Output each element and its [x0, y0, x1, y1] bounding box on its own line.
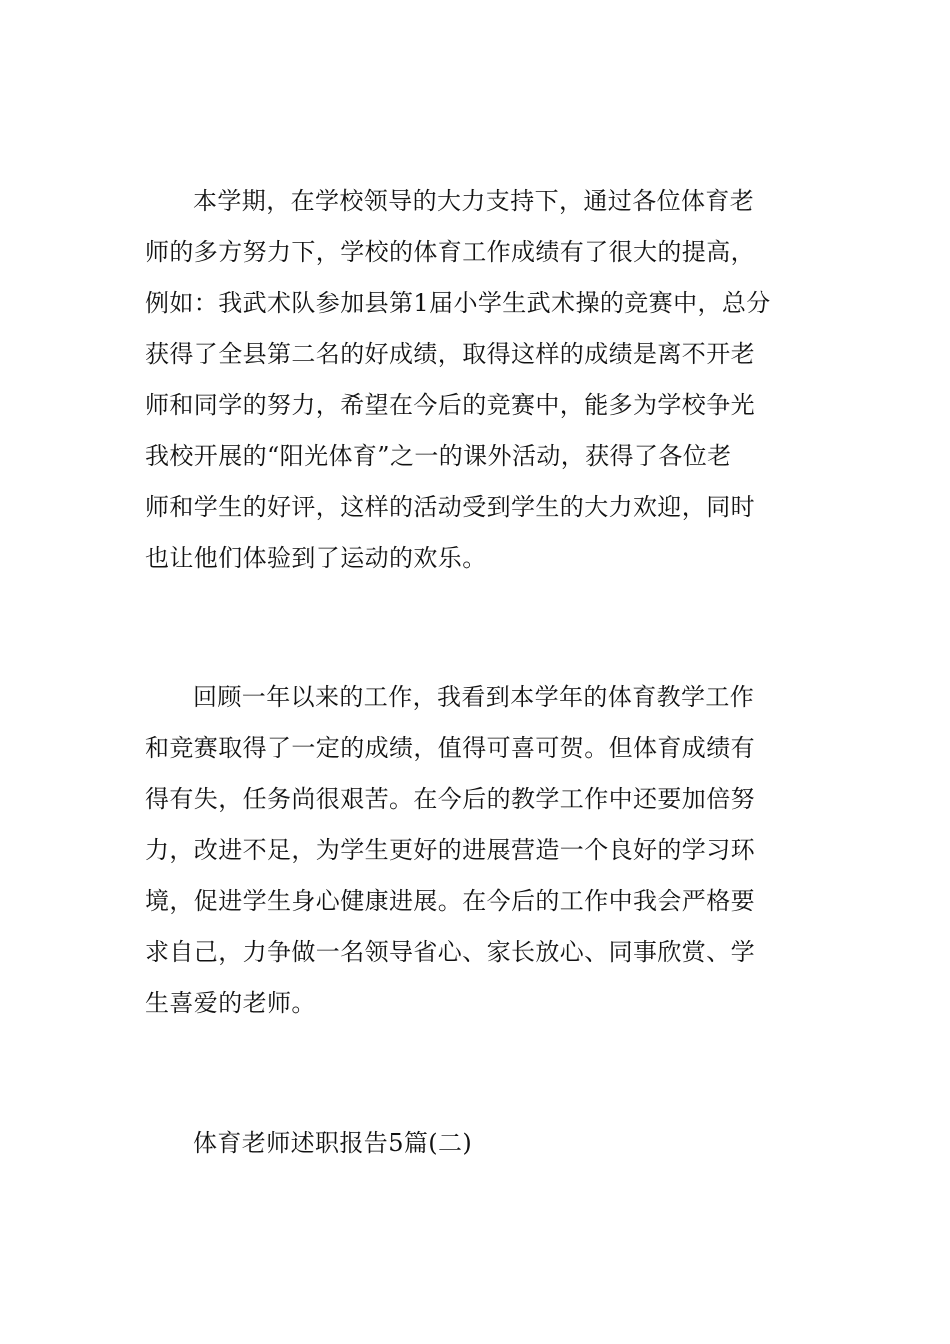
paragraph-line: 师和同学的努力，希望在今后的竞赛中，能多为学校争光	[145, 391, 755, 419]
paragraph-line: 师的多方努力下，学校的体育工作成绩有了很大的提高，	[145, 238, 755, 266]
paragraph-line: 我校开展的“阳光体育”之一的课外活动，获得了各位老	[145, 442, 732, 470]
paragraph-1	[145, 176, 810, 584]
paragraph-2	[145, 672, 810, 1029]
paragraph-line: 生喜爱的老师。	[145, 989, 316, 1017]
paragraph-line: 和竞赛取得了一定的成绩，值得可喜可贺。但体育成绩有	[145, 734, 755, 762]
paragraph-line: 得有失，任务尚很艰苦。在今后的教学工作中还要加倍努	[145, 785, 755, 813]
paragraph-line: 回顾一年以来的工作，我看到本学年的体育教学工作	[193, 683, 755, 711]
paragraph-line: 力，改进不足，为学生更好的进展营造一个良好的学习环	[145, 836, 755, 864]
paragraph-line: 例如：我武术队参加县第1届小学生武术操的竞赛中，总分	[145, 289, 771, 317]
paragraph-line: 获得了全县第二名的好成绩，取得这样的成绩是离不开老	[145, 340, 755, 368]
section-heading: 体育老师述职报告5篇(二)	[193, 1129, 473, 1157]
paragraph-line: 也让他们体验到了运动的欢乐。	[145, 544, 487, 572]
paragraph-line: 师和学生的好评，这样的活动受到学生的大力欢迎，同时	[145, 493, 755, 521]
paragraph-line: 境，促进学生身心健康进展。在今后的工作中我会严格要	[145, 887, 755, 915]
paragraph-line: 求自己，力争做一名领导省心、家长放心、同事欣赏、学	[145, 938, 755, 966]
paragraph-line: 本学期，在学校领导的大力支持下，通过各位体育老	[193, 187, 755, 215]
